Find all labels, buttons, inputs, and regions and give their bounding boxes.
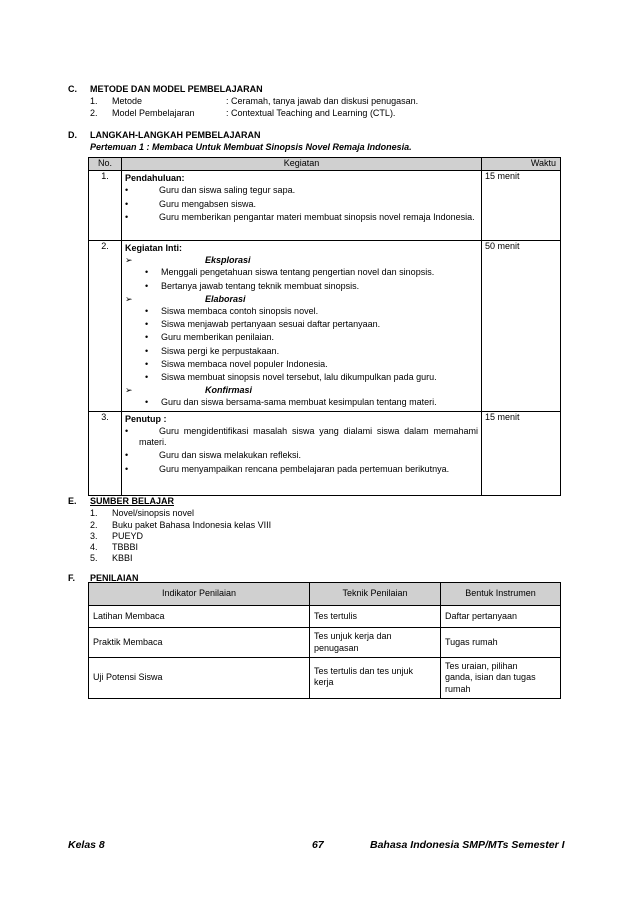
bullet-icon: • [145, 319, 149, 329]
bullet-icon: • [145, 345, 149, 356]
arrow-icon: ➢ [125, 255, 133, 266]
cell-teknik: Tes tertulis [310, 606, 441, 628]
section-f-letter: F. [68, 573, 76, 583]
list-item-text: Guru menyampaikan rencana pembelajaran pada pertemuan berikutnya. [159, 463, 450, 474]
list-item-text: Siswa membuat sinopsis novel tersebut, lalu dikumpulkan pada guru. [161, 372, 437, 382]
header-indikator: Indikator Penilaian [89, 583, 310, 606]
bullet-icon: • [125, 450, 129, 461]
bullet-icon: • [125, 211, 129, 222]
list-item-text: Siswa membaca contoh sinopsis novel. [161, 305, 319, 316]
list-item-text: PUEYD [112, 531, 144, 541]
model-num: 2. [90, 108, 98, 118]
header-kegiatan: Kegiatan [122, 158, 482, 171]
bullet-icon: • [145, 305, 149, 316]
row-no: 1. [89, 171, 122, 241]
header-waktu: Waktu [482, 158, 561, 171]
list-item [90, 508, 530, 519]
cell-teknik: Tes unjuk kerja dan penugasan [310, 628, 441, 658]
table-row [89, 411, 561, 495]
list-item [90, 553, 530, 564]
list-item [125, 346, 478, 357]
list-item-text: Menggali pengetahuan siswa tentang pengertian novel dan sinopsis. [161, 267, 435, 278]
method-num: 1. [90, 96, 98, 106]
list-item-num: 1. [90, 508, 98, 518]
list-item [125, 306, 478, 317]
list-item-text: Guru mengidentifikasi masalah siswa yang dialami siswa dalam memahami materi. [139, 425, 478, 447]
list-item-text: Bertanya jawab tentang teknik membuat sinopsis. [161, 280, 360, 291]
list-item-num: 3. [90, 531, 98, 541]
list-item-text: Novel/sinopsis novel [112, 508, 195, 518]
list-item-num: 4. [90, 542, 98, 552]
list-item [125, 212, 478, 223]
list-item-text: KBBI [112, 553, 133, 563]
list-item-text: Guru mengabsen siswa. [159, 198, 257, 209]
konfirmasi-heading [125, 385, 478, 396]
header-bentuk: Bentuk Instrumen [441, 583, 561, 606]
bullet-icon: • [125, 425, 129, 436]
cell-teknik: Tes tertulis dan tes unjuk kerja [310, 658, 441, 699]
list-item [125, 359, 478, 370]
list-item [90, 531, 530, 542]
list-item [125, 199, 478, 210]
cell-indikator: Praktik Membaca [89, 628, 310, 658]
assessment-header-row [89, 583, 561, 606]
bullet-icon: • [125, 185, 129, 196]
bullet-icon: • [145, 267, 149, 278]
activities-table [88, 157, 561, 496]
page-number: 67 [312, 839, 324, 851]
row-title: Pendahuluan: [125, 173, 185, 183]
list-item [125, 281, 478, 292]
list-item-text: Siswa menjawab pertanyaan sesuai daftar pertanyaan. [161, 319, 381, 329]
section-e-title: SUMBER BELAJAR [90, 496, 175, 506]
row-title: Penutup : [125, 413, 167, 424]
list-item-text: Buku paket Bahasa Indonesia kelas VIII [112, 520, 272, 530]
list-item [125, 267, 478, 278]
list-item [125, 426, 478, 449]
method-value: : Ceramah, tanya jawab dan diskusi penugasan. [226, 96, 419, 106]
cell-indikator: Latihan Membaca [89, 606, 310, 628]
list-item-text: Guru dan siswa saling tegur sapa. [159, 185, 296, 196]
bullet-icon: • [125, 463, 129, 474]
activities-header-row [89, 158, 561, 171]
list-item [125, 397, 478, 408]
assessment-table [88, 582, 561, 699]
row-no: 3. [89, 411, 122, 495]
bullet-icon: • [145, 332, 149, 343]
elaborasi-label: Elaborasi [205, 293, 246, 304]
bullet-icon: • [145, 280, 149, 291]
cell-indikator: Uji Potensi Siswa [89, 658, 310, 699]
section-f-title: PENILAIAN [90, 573, 139, 583]
bullet-icon: • [145, 372, 149, 382]
table-row [89, 658, 561, 699]
bullet-icon: • [145, 358, 149, 369]
list-item [125, 319, 478, 330]
table-row [89, 628, 561, 658]
cell-bentuk: Tugas rumah [441, 628, 561, 658]
elaborasi-heading [125, 294, 478, 305]
row-time: 50 menit [482, 241, 561, 412]
list-item [125, 185, 478, 196]
section-c-letter: C. [68, 84, 77, 94]
section-d-title: LANGKAH-LANGKAH PEMBELAJARAN [90, 130, 261, 140]
table-row [89, 171, 561, 241]
row-activity [122, 411, 482, 495]
list-item [125, 450, 478, 461]
method-row [90, 96, 530, 107]
cell-bentuk: Tes uraian, pilihan ganda, isian dan tugas rumah [441, 658, 561, 699]
eksplorasi-heading [125, 255, 478, 266]
row-no: 2. [89, 241, 122, 412]
row-time: 15 menit [482, 411, 561, 495]
list-item-text: Guru memberikan penilaian. [161, 332, 275, 343]
list-item-text: Guru dan siswa bersama-sama membuat kesimpulan tentang materi. [161, 397, 437, 408]
section-c-title: METODE DAN MODEL PEMBELAJARAN [90, 84, 263, 94]
list-item-text: Siswa membaca novel populer Indonesia. [161, 358, 328, 369]
list-item-text: Guru dan siswa melakukan refleksi. [159, 450, 302, 461]
model-value: : Contextual Teaching and Learning (CTL). [226, 108, 396, 118]
meeting-subtitle: Pertemuan 1 : Membaca Untuk Membuat Sinopsis Novel Remaja Indonesia. [90, 142, 412, 152]
list-item [90, 542, 530, 553]
list-item [125, 372, 478, 383]
header-no: No. [89, 158, 122, 171]
header-teknik: Teknik Penilaian [310, 583, 441, 606]
row-activity [122, 241, 482, 412]
konfirmasi-label: Konfirmasi [205, 385, 253, 396]
section-d-letter: D. [68, 130, 77, 140]
list-item-text: TBBBI [112, 542, 139, 552]
arrow-icon: ➢ [125, 385, 133, 396]
cell-bentuk: Daftar pertanyaan [441, 606, 561, 628]
list-item [125, 332, 478, 343]
list-item-num: 5. [90, 553, 98, 563]
row-title: Kegiatan Inti: [125, 243, 183, 253]
table-row [89, 606, 561, 628]
table-row [89, 241, 561, 412]
eksplorasi-label: Eksplorasi [205, 255, 251, 266]
model-row [90, 108, 530, 119]
list-item-num: 2. [90, 520, 98, 530]
bullet-icon: • [125, 198, 129, 209]
section-e-letter: E. [68, 496, 77, 506]
bullet-icon: • [145, 397, 149, 408]
footer-class: Kelas 8 [68, 839, 105, 851]
list-item [125, 464, 478, 475]
method-label: Metode [112, 96, 143, 106]
list-item-text: Guru memberikan pengantar materi membuat sinopsis novel remaja Indonesia. [159, 211, 475, 222]
model-label: Model Pembelajaran [112, 108, 195, 118]
arrow-icon: ➢ [125, 293, 133, 304]
footer-subject: Bahasa Indonesia SMP/MTs Semester I [370, 839, 565, 851]
list-item [90, 520, 530, 531]
row-time: 15 menit [482, 171, 561, 241]
list-item-text: Siswa pergi ke perpustakaan. [161, 345, 280, 356]
row-activity [122, 171, 482, 241]
